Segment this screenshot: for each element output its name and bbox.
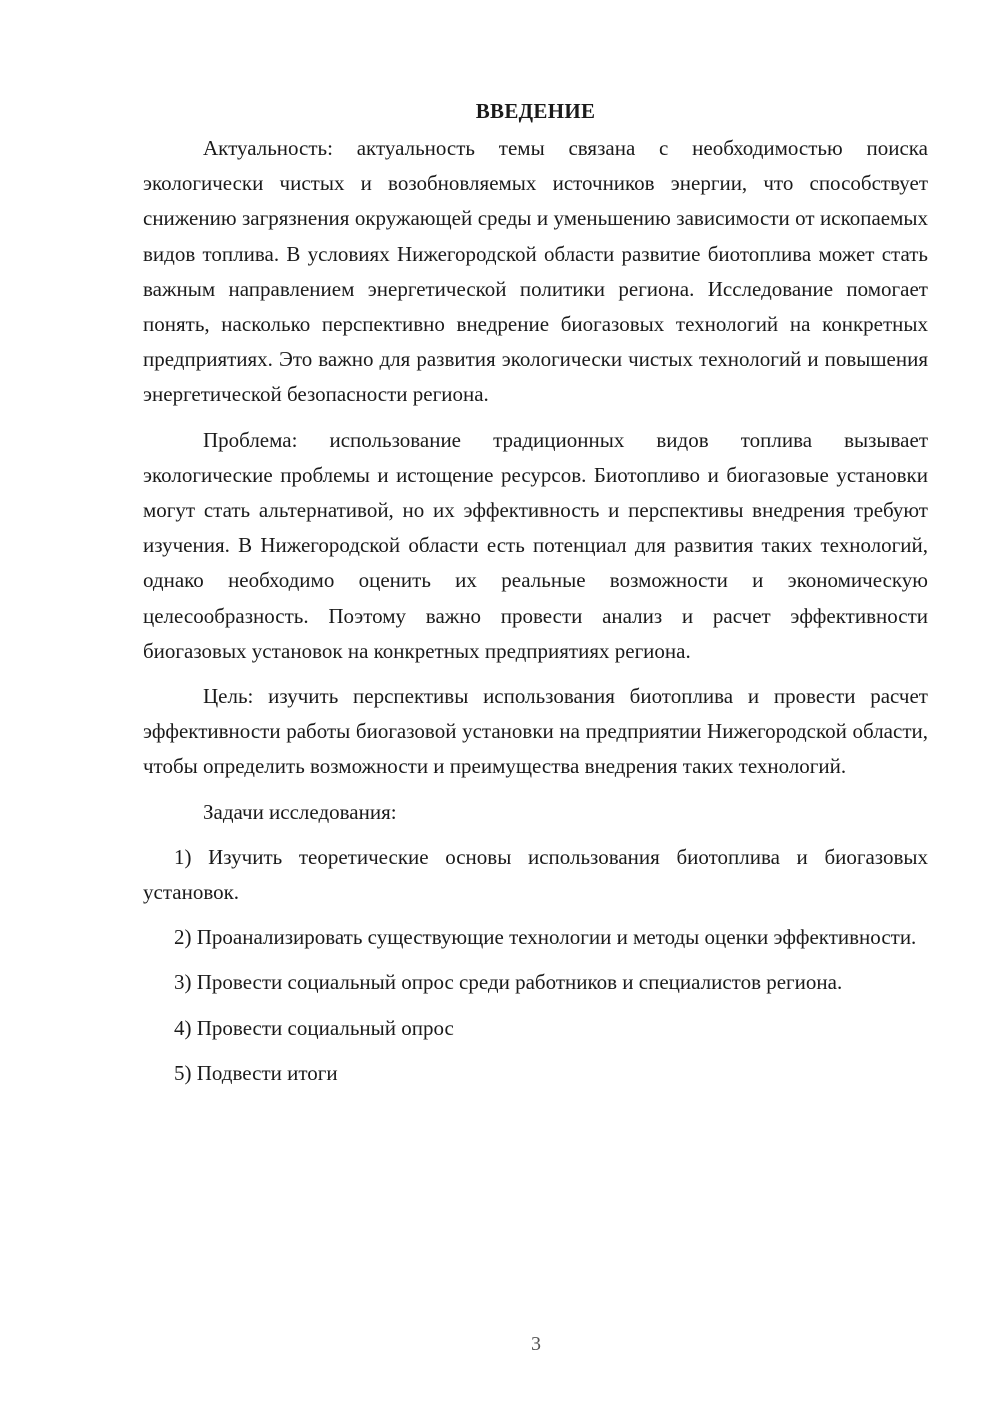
tasks-heading: Задачи исследования: [203,799,397,824]
paragraph-problem: Проблема: использование традиционных видов топлива вызывает экологические проблемы и истощение ресурсов. Биотопливо и биогазовые установки могут стать альтернативой, но их эффективность и перспективы внедрения требуют изучения. В Нижегородской области есть потенциал для развития таких технологий, однако необходимо оценить их реальные возможности и экономическую целесообразность. Поэтому важно провести анализ и расчет эффективности биогазовых установок на конкретных предприятиях региона. [143,427,928,663]
tasks-list [143,840,928,1091]
task-item: 2) Проанализировать существующие технологии и методы оценки эффективности. [174,925,917,950]
page-title: ВВЕДЕНИЕ [475,99,596,123]
task-item: 1) Изучить теоретические основы использования биотоплива и биогазовых установок. [143,844,928,905]
task-item: 3) Провести социальный опрос среди работников и специалистов региона. [174,970,843,995]
document-page [143,96,928,1101]
paragraph-relevance: Актуальность: актуальность темы связана с необходимостью поиска экологически чистых и возобновляемых источников энергии, что способствует снижению загрязнения окружающей среды и уменьшению зависимости от ископаемых видов топлива. В условиях Нижегородской области развитие биотоплива может стать важным направлением энергетической политики региона. Исследование помогает понять, насколько перспективно внедрение биогазовых технологий на конкретных предприятиях. Это важно для развития экологически чистых технологий и повышения энергетической безопасности региона. [143,136,928,407]
page-number: 3 [531,1333,541,1355]
paragraph-goal: Цель: изучить перспективы использования биотоплива и провести расчет эффективности работы биогазовой установки на предприятии Нижегородской области, чтобы определить возможности и преимущества внедрения таких технологий. [143,684,928,779]
task-item: 5) Подвести итоги [174,1060,338,1085]
task-item: 4) Провести социальный опрос [174,1015,454,1040]
